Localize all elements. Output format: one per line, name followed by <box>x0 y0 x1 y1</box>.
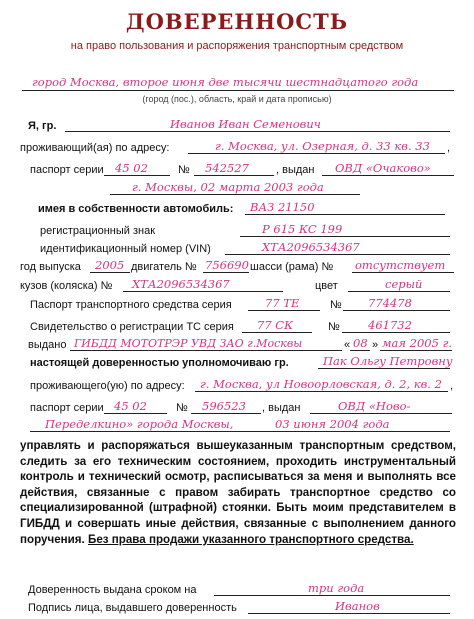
pts-number: 774478 <box>368 296 412 310</box>
vehicle-model: ВАЗ 21150 <box>250 200 315 214</box>
reg-issued-quote-open: « <box>344 339 351 351</box>
place-date-hint: (город (пос.), область, край и дата прописью) <box>142 94 332 104</box>
principal-passport-no-label: № <box>178 164 190 176</box>
authority-restriction: Без права продажи указанного транспортного средства. <box>88 532 414 546</box>
principal-address-end: , <box>447 142 451 154</box>
agent-name: Пак Ольгу Петровну <box>323 354 453 368</box>
principal-issued-date-line <box>110 194 360 195</box>
agent-passport-number-line <box>191 413 261 414</box>
agent-issued-by-1-line <box>310 413 452 414</box>
agent-address: г. Москва, ул Новоорловская, д. 2, кв. 2 <box>200 377 442 391</box>
pts-number-line <box>343 310 450 311</box>
place-date-value: город Москва, второе июня две тысячи шестнадцатого года <box>32 75 419 89</box>
reg-series-line <box>242 332 312 333</box>
principal-passport-series-line <box>104 175 170 176</box>
vehicle-color: серый <box>385 277 423 291</box>
principal-issued-by: ОВД «Очаково» <box>335 161 431 175</box>
reg-issued-by-line <box>70 350 342 351</box>
reg-number: 461732 <box>368 318 412 332</box>
vehicle-body-line <box>123 291 283 292</box>
vehicle-year-line <box>90 272 130 273</box>
term-line <box>214 595 450 596</box>
signature-value: Иванов <box>335 599 380 613</box>
principal-name: Иванов Иван Семенович <box>170 117 321 131</box>
vehicle-vin-label: идентификационный номер (VIN) <box>40 243 211 255</box>
vehicle-chassis-line <box>352 272 454 273</box>
principal-address-label: проживающий(ая) по адресу: <box>20 142 170 154</box>
agent-passport-no-label: № <box>176 402 188 414</box>
vehicle-chassis-label: шасси (рама) № <box>250 261 334 273</box>
agent-issued-date: 03 июня 2004 года <box>275 417 390 431</box>
reg-issued-day-line <box>350 350 370 351</box>
agent-passport-series-line <box>104 413 167 414</box>
agent-passport-number: 596523 <box>202 399 246 413</box>
vehicle-year: 2005 <box>95 258 125 272</box>
agent-passport-series-label: паспорт серии <box>30 402 104 414</box>
agent-issued-label: , выдан <box>262 402 301 414</box>
signature-line <box>248 613 450 614</box>
principal-issued-date: г. Москвы, 02 марта 2003 года <box>132 180 324 194</box>
agent-address-end: , <box>450 380 454 392</box>
vehicle-engine: 756690 <box>205 258 249 272</box>
authority-paragraph <box>20 438 456 547</box>
principal-passport-series-label: паспорт серии <box>30 164 104 176</box>
vehicle-color-label: цвет <box>315 280 338 292</box>
pts-series: 77 ТЕ <box>265 296 300 310</box>
principal-address: г. Москва, ул. Озерная, д. 33 кв. 33 <box>215 139 430 153</box>
agent-address-label: проживающего(ую) по адресу: <box>30 380 185 392</box>
vehicle-engine-label: двигатель № <box>131 261 197 273</box>
term-label: Доверенность выдана сроком на <box>28 584 197 596</box>
signature-label: Подпись лица, выдавшего доверенность <box>28 602 237 614</box>
agent-passport-series: 45 02 <box>114 399 147 413</box>
principal-issued-by-line <box>322 175 454 176</box>
principal-label: Я, гр. <box>28 120 57 132</box>
authority-text: управлять и распоряжаться вышеуказанным транспортным средством, следить за его техническим состоянием, проходить инструментальный контроль и технический осмотр, расписываться за меня и выполнять все действия, связанные с правом забирать транспортное средство со специализированной (штрафной) стоянки. Быть моим представителем в ГИБДД и совершать иные действия, связанные с выполнением данного поручения. <box>20 439 456 546</box>
reg-issued-month-year: мая 2005 г. <box>382 336 453 350</box>
vehicle-plate-line <box>240 236 450 237</box>
principal-passport-number: 542527 <box>205 161 249 175</box>
vehicle-owner-label: имея в собственности автомобиль: <box>38 203 234 215</box>
document-subtitle: на право пользования и распоряжения транспортным средством <box>70 40 404 52</box>
reg-issued-label: выдано <box>28 339 67 351</box>
principal-passport-series: 45 02 <box>115 161 148 175</box>
pts-series-line <box>248 310 320 311</box>
agent-label: настоящей доверенностью уполномочиваю гр. <box>30 357 289 369</box>
vehicle-plate-label: регистрационный знак <box>40 225 156 237</box>
agent-issued-by-2: Переделкино» города Москвы, <box>45 417 234 431</box>
reg-number-line <box>342 332 450 333</box>
principal-passport-number-line <box>194 175 274 176</box>
vehicle-model-line <box>245 214 445 215</box>
reg-issued-by: ГИБДД МОТОТРЭР УВД ЗАО г.Москвы <box>74 337 303 350</box>
vehicle-body: ХТА2096534367 <box>132 277 230 291</box>
reg-issued-month-year-line <box>380 350 452 351</box>
agent-name-line <box>318 368 450 369</box>
document-title: ДОВЕРЕННОСТЬ <box>125 9 349 34</box>
place-date-line <box>22 90 454 91</box>
principal-address-line <box>188 153 445 154</box>
principal-name-line <box>65 131 450 132</box>
pts-no-label: № <box>330 299 342 311</box>
reg-issued-quote-close: » <box>372 339 379 351</box>
reg-label: Свидетельство о регистрации ТС серия <box>30 321 234 333</box>
reg-no-label: № <box>328 321 340 333</box>
reg-series: 77 СК <box>257 318 293 332</box>
term-value: три года <box>308 581 365 595</box>
vehicle-year-label: год выпуска <box>20 261 81 273</box>
vehicle-vin-line <box>225 254 450 255</box>
pts-label: Паспорт транспортного средства серия <box>30 299 232 311</box>
agent-issued-line-2 <box>30 431 450 432</box>
vehicle-color-line <box>348 291 450 292</box>
vehicle-vin: ХТА2096534367 <box>262 240 360 254</box>
reg-issued-day: 08 <box>353 336 368 350</box>
vehicle-engine-line <box>203 272 249 273</box>
vehicle-body-label: кузов (коляска) № <box>20 280 113 292</box>
agent-issued-by-1: ОВД «Ново- <box>338 399 411 413</box>
agent-address-line <box>195 391 448 392</box>
vehicle-chassis: отсутствует <box>355 258 446 272</box>
principal-issued-label: , выдан <box>276 164 315 176</box>
vehicle-plate: Р 615 КС 199 <box>262 222 343 236</box>
